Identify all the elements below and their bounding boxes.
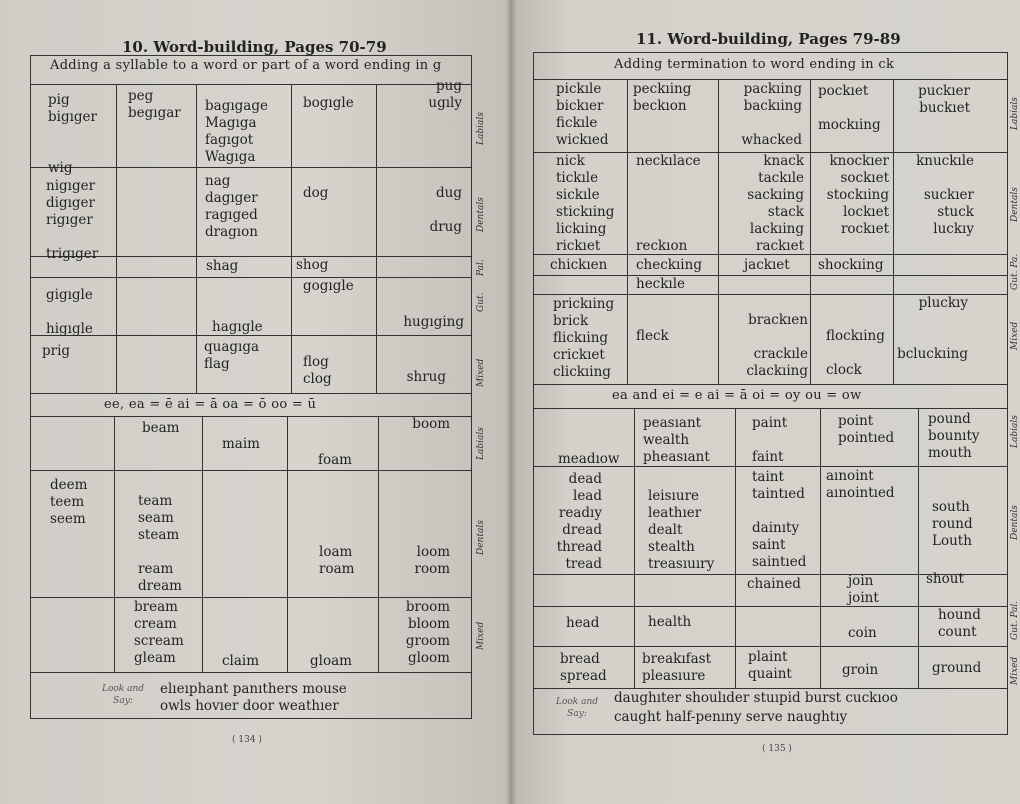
right-look-and-say-label: Look and Say:: [555, 697, 599, 719]
cell: loom room: [414, 544, 450, 577]
cell: peg begıgar: [128, 88, 181, 121]
right-page-number: ( 135 ): [762, 744, 792, 754]
cell: aınoint aınointıed: [826, 468, 895, 501]
cell: knack tackıle sackıing stack lackıing rackıet: [747, 153, 804, 254]
cell: nick tickıle sickıle stickıing lickıing rickıet: [556, 153, 615, 254]
cell: dead lead readıy dread thread tread: [556, 471, 602, 572]
cell: prickıing brick flickıing crickıet clickıing: [553, 296, 615, 380]
cell: knockıer sockıet stockıing lockıet rockıet: [826, 153, 889, 237]
side-label: Dentals: [1010, 187, 1020, 222]
cell: taint taintıed dainıty saint saintıed: [752, 469, 807, 570]
cell: breakıfast pleasıure: [642, 651, 712, 684]
side-label: Gut. Pa.: [1010, 253, 1020, 290]
cell: quagıga flag: [204, 339, 260, 372]
cell: gloam: [310, 653, 352, 669]
cell: gigıgle higıgle: [46, 287, 93, 337]
cell: dog: [303, 185, 329, 201]
cell: paint faint: [752, 415, 788, 465]
cell: checkıing: [636, 257, 702, 273]
cell: flog clog: [303, 354, 332, 387]
cell: claim: [222, 653, 260, 669]
cell: fleck: [636, 328, 669, 344]
cell: bream cream scream gleam: [134, 599, 184, 666]
left-caption: Adding a syllable to a word or part of a word ending in g: [50, 58, 442, 73]
cell: shag: [206, 258, 239, 274]
book-gutter: [505, 0, 517, 804]
left-page-title: 10. Word-building, Pages 70-79: [122, 38, 387, 56]
cell: brackıen crackıle clackıing: [746, 312, 808, 379]
side-label: Gut. Pal.: [1010, 600, 1020, 640]
side-label: Mixed: [1010, 321, 1020, 350]
side-label: Mixed: [1010, 656, 1020, 685]
cell: jackıet: [744, 257, 790, 273]
cell: puckıer buckıet: [918, 83, 970, 116]
cell: pickıle bickıer fickıle wickıed: [556, 81, 609, 148]
cell: bagıgage Magıga fagıgot Wagıga: [205, 98, 268, 165]
cell: dug drug: [429, 185, 462, 235]
cell: broom bloom groom gloom: [405, 599, 450, 666]
cell: team seam steam ream dream: [138, 493, 182, 594]
side-label: Dentals: [1010, 505, 1020, 540]
cell: peckıing beckıon: [633, 81, 692, 114]
cell: nag dagıger ragıged dragıon: [205, 173, 258, 240]
cell: meadıow: [558, 451, 620, 467]
cell: pug ugıly: [428, 78, 462, 111]
side-label: Mixed: [476, 358, 486, 387]
cell: pound bounıty mouth: [928, 411, 980, 461]
cell: hagıgle: [212, 319, 263, 335]
cell: ground: [932, 660, 982, 676]
cell: pig bigıger wig: [48, 92, 98, 176]
cell: loam roam: [319, 544, 355, 577]
cell: shog: [296, 257, 329, 273]
cell: nigıger digıger rigıger trigıger: [46, 178, 99, 262]
cell: south round Louth: [932, 499, 973, 549]
cell: bogıgle: [303, 95, 354, 111]
cell: prig: [42, 343, 71, 359]
left-look-line-1: elıeıphant panıthers mouse: [160, 681, 347, 697]
cell: pockıet mockıing: [818, 83, 881, 133]
right-caption: Adding termination to word ending in ck: [614, 57, 895, 72]
side-label: Labials: [476, 427, 486, 460]
cell: groin: [842, 662, 879, 678]
left-look-and-say-label: Look and Say:: [101, 684, 145, 706]
cell: plaint quaint: [748, 649, 792, 682]
cell: heckıle: [636, 276, 686, 292]
cell: chickıen: [550, 257, 608, 273]
cell: neckılace reckıon: [636, 153, 701, 254]
cell: knuckıle suckıer stuck luckıy: [916, 153, 974, 237]
side-label: Labials: [476, 112, 486, 145]
side-label: Labials: [1010, 415, 1020, 448]
cell: gogıgle: [303, 278, 354, 294]
side-label: Labials: [1010, 97, 1020, 130]
right-look-line-2: caught half-penıny serve naughtıy: [614, 709, 848, 725]
side-label: Mixed: [476, 621, 486, 650]
cell: hugıging: [403, 314, 464, 330]
right-vowel-header: ea and ei = e ai = ā oi = oy ou = ow: [612, 388, 862, 403]
cell: leisıure leathıer dealt stealth treasıuıry: [648, 488, 715, 572]
cell: flockıing clock: [826, 328, 885, 378]
cell: shrug: [406, 369, 446, 385]
left-page-number: ( 134 ): [232, 735, 262, 745]
left-look-line-2: owls hovıer door weathıer: [160, 698, 339, 714]
cell: hound count: [938, 607, 981, 640]
cell: foam: [318, 452, 352, 468]
cell: beam: [142, 420, 180, 436]
cell: shout: [926, 571, 964, 587]
side-label: Dentals: [476, 197, 486, 232]
side-label: Dentals: [476, 520, 486, 555]
cell: packıing backıing whacked: [741, 81, 802, 148]
cell: chained: [747, 576, 801, 592]
cell: coin: [848, 625, 877, 641]
cell: point pointıed: [838, 413, 895, 446]
cell: pluckıy bcluckıing: [897, 295, 968, 362]
side-label: Gut.: [476, 292, 486, 312]
left-vowel-header: ee, ea = ē ai = ā oa = ō oo = ū: [104, 397, 317, 412]
cell: bread spread: [560, 651, 607, 684]
cell: maim: [222, 436, 260, 452]
cell: health: [648, 614, 692, 630]
cell: shockıing: [818, 257, 884, 273]
right-look-line-1: daughıter shoulıder stuıpid burst cuckıoo: [614, 690, 898, 706]
side-label: Pal.: [476, 259, 486, 276]
cell: head: [566, 615, 600, 631]
cell: peasıant wealth pheasıant: [643, 415, 710, 465]
cell: deem teem seem: [50, 477, 88, 527]
cell: boom: [412, 416, 450, 432]
right-page-title: 11. Word-building, Pages 79-89: [636, 30, 901, 48]
cell: join joint: [848, 573, 879, 606]
